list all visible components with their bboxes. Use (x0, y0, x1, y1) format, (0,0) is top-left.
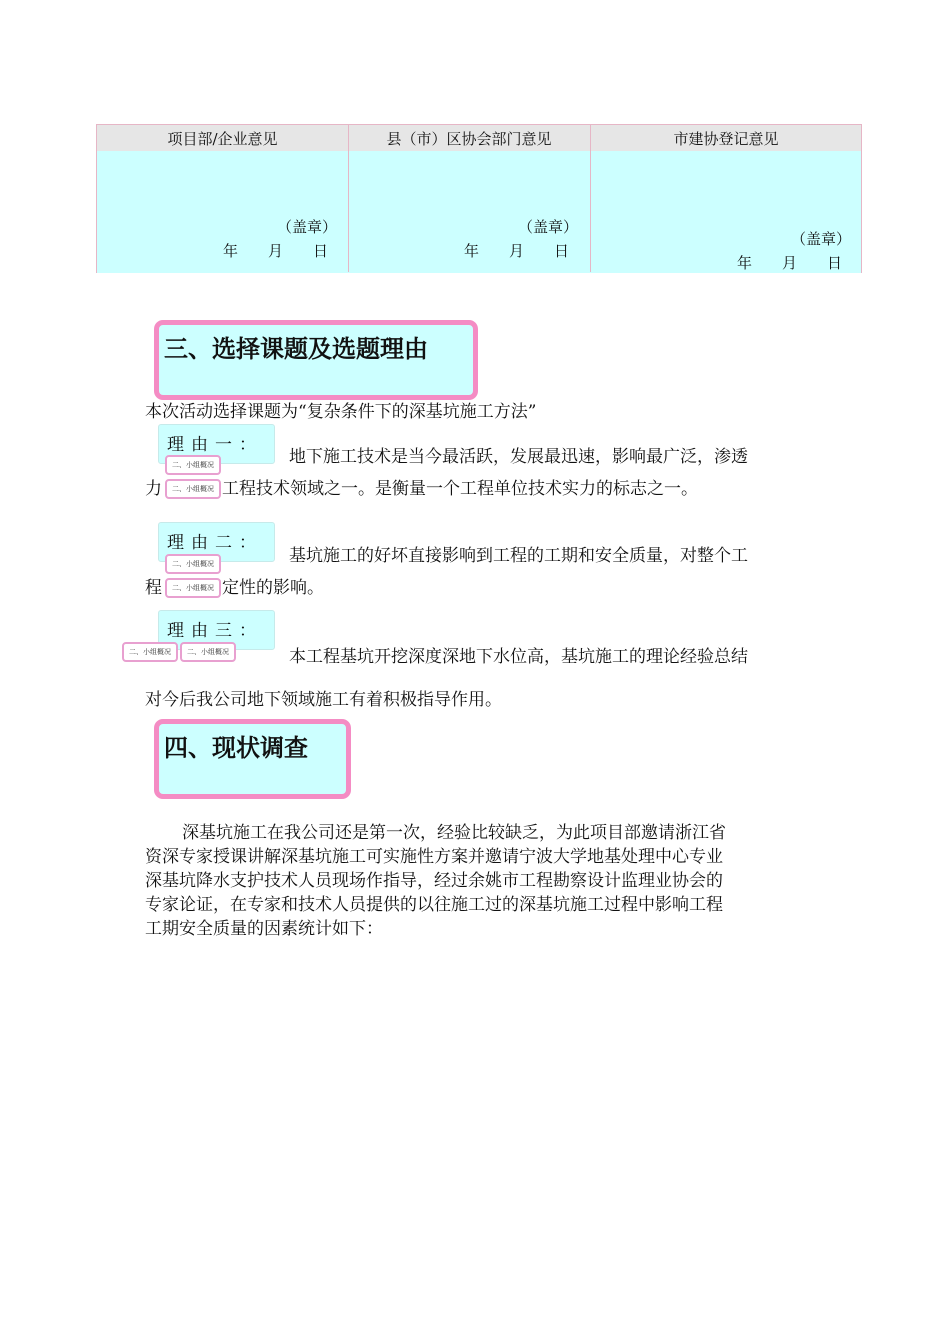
reason2-label: 理由二： (167, 533, 263, 553)
date-text-1: 年 月 日 (223, 242, 329, 260)
group-overview-tag: 二、小组概况 (165, 578, 221, 598)
header-city-association: 市建协登记意见 (673, 130, 779, 148)
header-district-association: 县（市）区协会部门意见 (386, 130, 552, 148)
section4-line: 专家论证，在专家和技术人员提供的以往施工过的深基坑施工过程中影响工程 (145, 895, 723, 915)
group-overview-tag: 二、小组概况 (165, 479, 221, 499)
section4-line: 工期安全质量的因素统计如下： (145, 919, 383, 939)
date-text-3: 年 月 日 (737, 254, 843, 272)
group-overview-tag: 二、小组概况 (165, 554, 221, 574)
seal-text-1: （盖章） (277, 218, 338, 236)
header-project-department: 项目部/企业意见 (167, 130, 278, 148)
seal-text-3: （盖章） (791, 230, 852, 248)
reason1-line2-end: 工程技术领域之一。是衡量一个工程单位技术实力的标志之一。 (222, 479, 698, 499)
column-divider (590, 125, 591, 272)
reason2-line2-start: 程 (145, 578, 162, 598)
reason2-line2-end: 定性的影响。 (222, 578, 324, 598)
reason1-line1: 地下施工技术是当今最活跃，发展最迅速，影响最广泛，渗透 (289, 447, 748, 467)
section4-line: 深基坑降水支护技术人员现场作指导，经过余姚市工程勘察设计监理业协会的 (145, 871, 723, 891)
section4-title: 四、现状调查 (164, 734, 308, 762)
column-divider (348, 125, 349, 272)
section4-title-box (154, 719, 351, 799)
group-overview-tag: 二、小组概况 (122, 642, 178, 662)
group-overview-tag: 二、小组概况 (165, 455, 221, 475)
reason2-line1: 基坑施工的好坏直接影响到工程的工期和安全质量，对整个工 (289, 546, 748, 566)
reason1-line2-start: 力 (145, 479, 162, 499)
opinion-table (96, 124, 862, 273)
date-text-2: 年 月 日 (464, 242, 570, 260)
section4-line: 资深专家授课讲解深基坑施工可实施性方案并邀请宁波大学地基处理中心专业 (145, 847, 723, 867)
section3-title-box (154, 320, 478, 400)
reason3-line1: 本工程基坑开挖深度深地下水位高，基坑施工的理论经验总结 (289, 647, 748, 667)
section3-intro: 本次活动选择课题为“复杂条件下的深基坑施工方法” (145, 402, 537, 422)
section4-line: 深基坑施工在我公司还是第一次，经验比较缺乏，为此项目部邀请浙江省 (182, 823, 726, 843)
reason1-label: 理由一： (167, 435, 263, 455)
opinion-table-header (97, 125, 861, 152)
reason3-label: 理由三： (167, 621, 263, 641)
section3-title: 三、选择课题及选题理由 (164, 335, 428, 363)
reason3-line2: 对今后我公司地下领域施工有着积极指导作用。 (145, 690, 502, 710)
group-overview-tag: 二、小组概况 (180, 642, 236, 662)
seal-text-2: （盖章） (518, 218, 579, 236)
opinion-table-body (97, 151, 861, 273)
